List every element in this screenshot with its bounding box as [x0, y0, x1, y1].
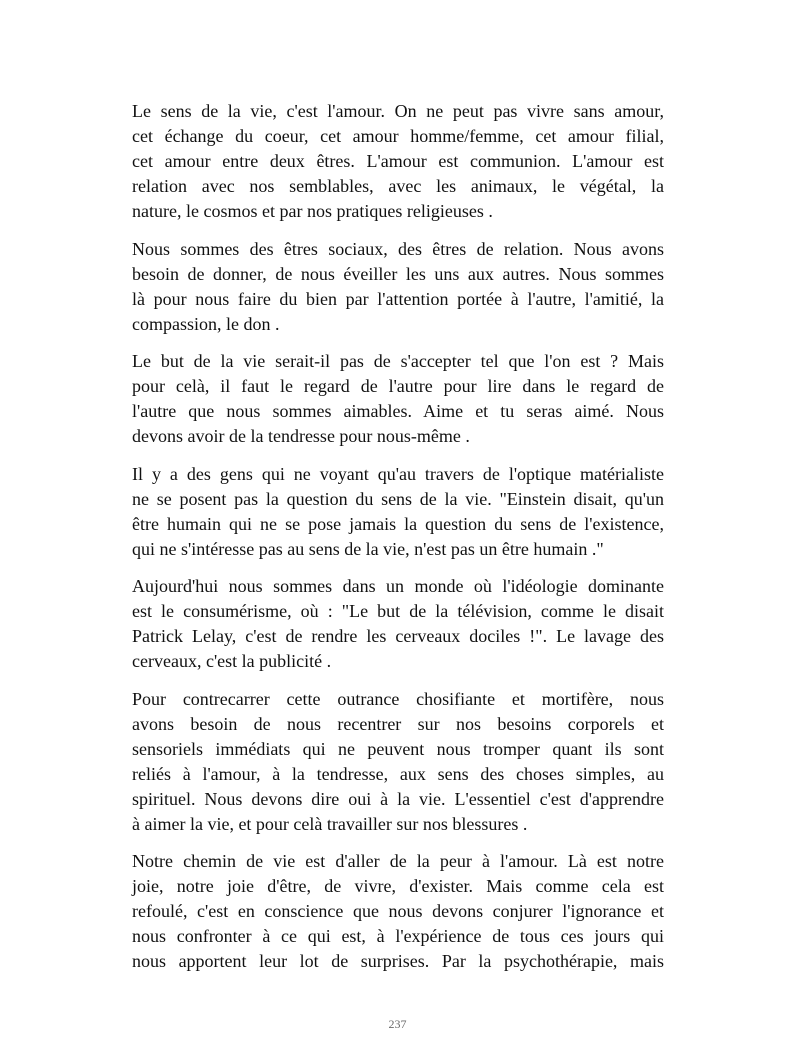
paragraph-2: [132, 237, 664, 337]
paragraph-line: sensoriels immédiats qui ne peuvent nous tromper quant ils sont: [132, 738, 664, 759]
paragraph-line: avons besoin de nous recentrer sur nos besoins corporels et: [132, 713, 664, 734]
paragraph-line: est le consumérisme, où : "Le but de la télévision, comme le disait: [132, 601, 664, 621]
paragraph-line: nature, le cosmos et par nos pratiques religieuses .: [132, 201, 493, 221]
paragraph-line: cet amour entre deux êtres. L'amour est communion. L'amour est: [132, 151, 664, 171]
paragraph-line: Pour contrecarrer cette outrance chosifiante et mortifère, nous: [132, 688, 664, 709]
paragraph-5: [132, 574, 664, 674]
paragraph-4: [132, 462, 664, 562]
paragraph-line: Patrick Lelay, c'est de rendre les cerveaux dociles !". Le lavage des: [132, 626, 664, 646]
paragraph-line: joie, notre joie d'être, de vivre, d'exister. Mais comme cela est: [132, 876, 664, 896]
paragraph-line: ne se posent pas la question du sens de la vie. "Einstein disait, qu'un: [132, 488, 664, 509]
paragraph-line: Le but de la vie serait-il pas de s'accepter tel que l'on est ? Mais: [132, 351, 664, 371]
paragraph-line: nous apportent leur lot de surprises. Par la psychothérapie, mais: [132, 951, 664, 971]
paragraph-1: [132, 99, 664, 224]
page-number: 237: [388, 1017, 407, 1031]
paragraph-line: qui ne s'intéresse pas au sens de la vie, n'est pas un être humain .": [132, 538, 604, 559]
paragraph-line: là pour nous faire du bien par l'attention portée à l'autre, l'amitié, la: [132, 288, 664, 309]
paragraph-line: Notre chemin de vie est d'aller de la peur à l'amour. Là est notre: [132, 851, 664, 871]
paragraph-3: [132, 349, 664, 449]
paragraph-7: [132, 849, 664, 974]
paragraph-line: devons avoir de la tendresse pour nous-même .: [132, 426, 470, 446]
paragraph-line: refoulé, c'est en conscience que nous devons conjurer l'ignorance et: [132, 901, 664, 921]
page-body: [132, 99, 664, 987]
paragraph-line: spirituel. Nous devons dire oui à la vie. L'essentiel c'est d'apprendre: [132, 788, 664, 809]
paragraph-line: l'autre que nous sommes aimables. Aime et tu seras aimé. Nous: [132, 401, 664, 421]
paragraph-6: [132, 687, 664, 837]
paragraph-line: Nous sommes des êtres sociaux, des êtres de relation. Nous avons: [132, 238, 664, 259]
paragraph-line: reliés à l'amour, à la tendresse, aux sens des choses simples, au: [132, 763, 664, 784]
paragraph-line: nous confronter à ce qui est, à l'expérience de tous ces jours qui: [132, 926, 664, 946]
paragraph-line: pour celà, il faut le regard de l'autre pour lire dans le regard de: [132, 376, 664, 396]
paragraph-line: Aujourd'hui nous sommes dans un monde où l'idéologie dominante: [132, 576, 664, 596]
paragraph-line: compassion, le don .: [132, 313, 280, 334]
paragraph-line: être humain qui ne se pose jamais la question du sens de l'existence,: [132, 513, 664, 534]
paragraph-line: cerveaux, c'est la publicité .: [132, 651, 332, 671]
paragraph-line: cet échange du coeur, cet amour homme/femme, cet amour filial,: [132, 126, 664, 146]
paragraph-line: à aimer la vie, et pour celà travailler sur nos blessures .: [132, 813, 528, 834]
paragraph-line: besoin de donner, de nous éveiller les uns aux autres. Nous sommes: [132, 263, 664, 284]
paragraph-line: relation avec nos semblables, avec les animaux, le végétal, la: [132, 176, 664, 196]
paragraph-line: Il y a des gens qui ne voyant qu'au travers de l'optique matérialiste: [132, 463, 664, 484]
paragraph-line: Le sens de la vie, c'est l'amour. On ne peut pas vivre sans amour,: [132, 101, 664, 121]
